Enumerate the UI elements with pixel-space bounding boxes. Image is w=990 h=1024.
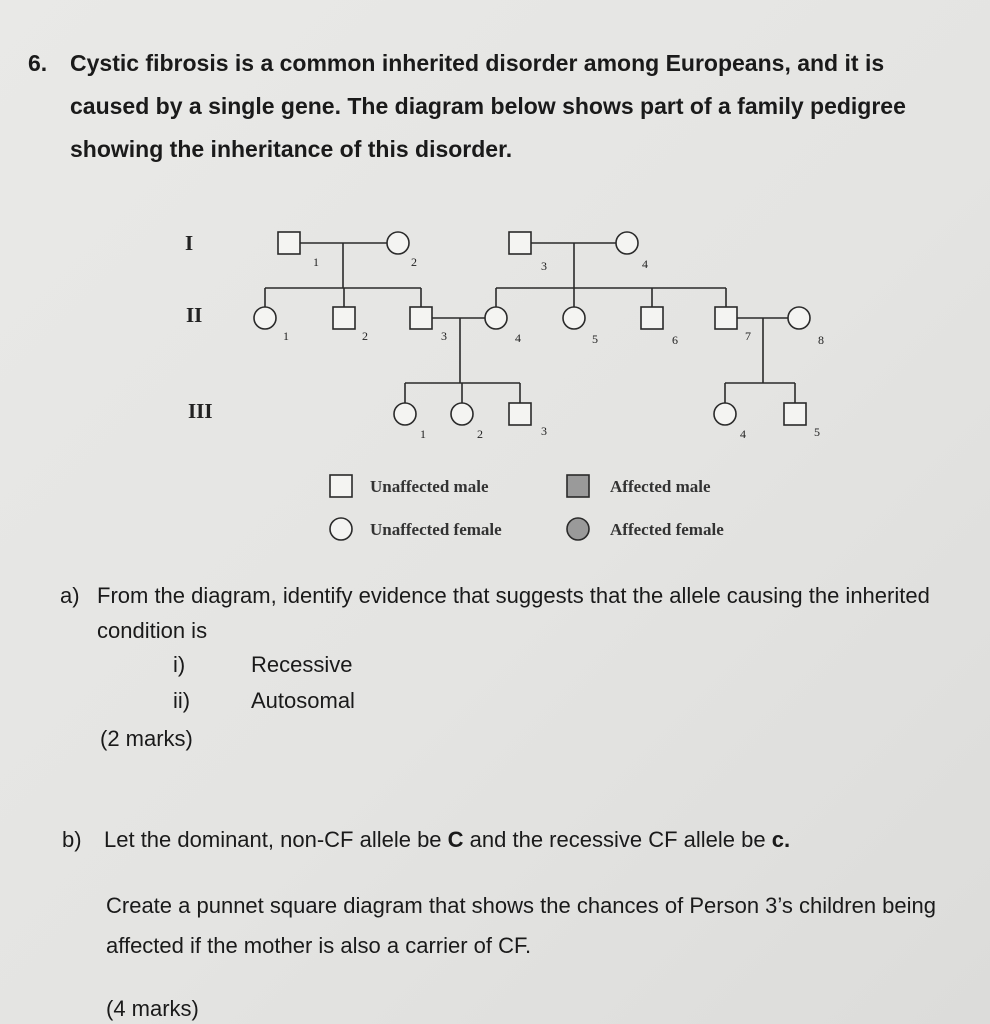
part-a-item-text: Recessive	[251, 652, 353, 677]
individual-number: 5	[592, 332, 598, 346]
individual-number: 8	[818, 333, 824, 347]
gen2-male-6	[641, 307, 663, 329]
individual-number: 4	[642, 257, 648, 271]
gen3-male-5	[784, 403, 806, 425]
legend-unaffected-male-label: Unaffected male	[370, 477, 489, 496]
part-b-text-segment: and the recessive CF allele be	[463, 827, 772, 852]
recessive-allele-symbol: c.	[771, 827, 791, 852]
part-a-item-text: Autosomal	[251, 688, 355, 713]
individual-number: 6	[672, 333, 678, 347]
gen3-female-1	[394, 403, 416, 425]
generation-label-III: III	[188, 399, 213, 423]
part-a-item-number: i)	[173, 652, 186, 677]
individual-number: 5	[814, 425, 820, 439]
gen2-female-5	[563, 307, 585, 329]
gen3-female-4	[714, 403, 736, 425]
gen1-female-4	[616, 232, 638, 254]
part-b-marks: (4 marks)	[106, 996, 199, 1021]
legend-affected-male-label: Affected male	[610, 477, 711, 496]
part-b	[62, 822, 962, 857]
individual-number: 2	[411, 255, 417, 269]
part-a	[60, 578, 960, 648]
generation-label-II: II	[186, 303, 203, 327]
gen2-male-7	[715, 307, 737, 329]
part-b-text	[62, 822, 962, 857]
individual-number: 3	[541, 424, 547, 438]
individual-number: 2	[477, 427, 483, 441]
gen3-female-2	[451, 403, 473, 425]
part-a-marks: (2 marks)	[100, 726, 193, 751]
gen3-male-3	[509, 403, 531, 425]
part-a-label: a)	[60, 583, 80, 608]
legend-unaffected-female-label: Unaffected female	[370, 520, 502, 539]
gen2-male-3	[410, 307, 432, 329]
individual-number: 7	[745, 329, 751, 343]
generation-label-I: I	[185, 231, 194, 255]
part-b-text-segment: Let the dominant, non-CF allele be	[104, 827, 448, 852]
part-a-item-number: ii)	[173, 688, 191, 713]
individual-number: 1	[283, 329, 289, 343]
individual-number: 4	[515, 331, 521, 345]
part-b-label: b)	[62, 827, 82, 852]
part-b-task: Create a punnet square diagram that shows the chances of Person 3’s children being affected if the mother is also a carrier of CF.	[106, 893, 936, 958]
gen2-male-2	[333, 307, 355, 329]
legend-unaffected-female-symbol	[330, 518, 352, 540]
question-number: 6.	[28, 50, 48, 76]
legend-affected-male-symbol	[567, 475, 589, 497]
individual-number: 3	[441, 329, 447, 343]
individual-number: 4	[740, 427, 746, 441]
gen1-male-1	[278, 232, 300, 254]
gen2-female-1	[254, 307, 276, 329]
individual-number: 3	[541, 259, 547, 273]
individual-number: 2	[362, 329, 368, 343]
individual-number: 1	[313, 255, 319, 269]
gen2-female-8	[788, 307, 810, 329]
legend-unaffected-male-symbol	[330, 475, 352, 497]
gen2-female-4	[485, 307, 507, 329]
question-text: Cystic fibrosis is a common inherited disorder among Europeans, and it is caused by a single gene. The diagram below shows part of a family pedigree showing the inheritance of this disorder.	[70, 50, 906, 162]
legend-affected-female-label: Affected female	[610, 520, 724, 539]
legend-affected-female-symbol	[567, 518, 589, 540]
dominant-allele-symbol: C	[447, 827, 464, 852]
individual-number: 1	[420, 427, 426, 441]
gen1-male-3	[509, 232, 531, 254]
gen1-female-2	[387, 232, 409, 254]
part-a-text: From the diagram, identify evidence that suggests that the allele causing the inherited condition is	[97, 583, 930, 643]
